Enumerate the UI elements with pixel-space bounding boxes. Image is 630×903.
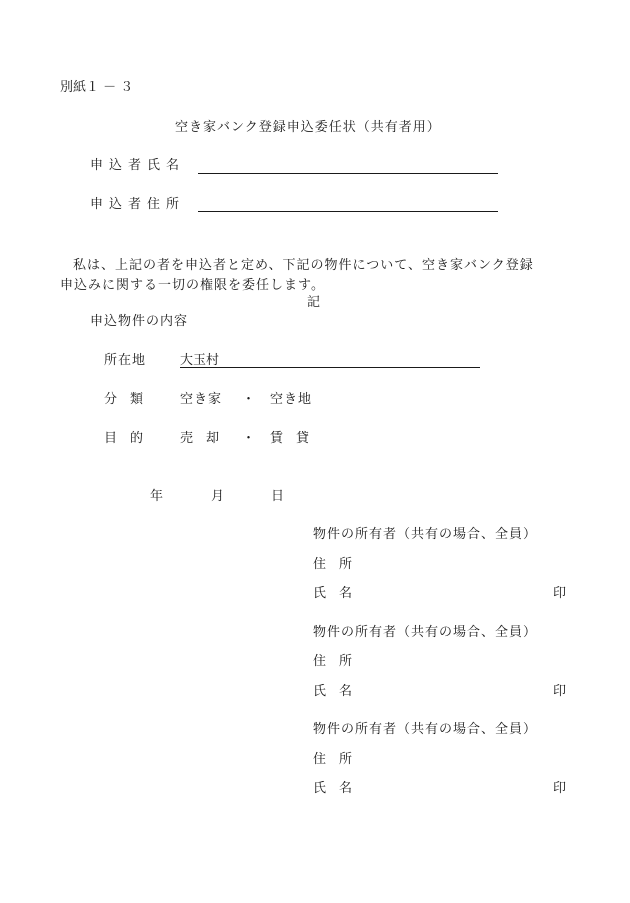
purpose-option-sale: 売 却: [180, 431, 220, 446]
date-year-label: 年: [150, 489, 164, 504]
owner-address-label: 住 所: [313, 557, 353, 572]
owner-name-label: 氏 名: [313, 781, 353, 796]
date-month-label: 月: [211, 489, 225, 504]
annex-label: 別紙１ － ３: [60, 80, 134, 95]
owner-heading: 物件の所有者（共有の場合、全員）: [313, 625, 538, 640]
purpose-option-lease: 賃 貸: [270, 431, 310, 446]
owner-seal-label: 印: [553, 684, 567, 699]
category-label: 分 類: [104, 392, 144, 407]
owner-name-label: 氏 名: [313, 586, 353, 601]
owner-address-label: 住 所: [313, 654, 353, 669]
owner-name-label: 氏 名: [313, 684, 353, 699]
statement-line-2: 申込みに関する一切の権限を委任します。: [60, 278, 325, 293]
owner-heading: 物件の所有者（共有の場合、全員）: [313, 722, 538, 737]
owner-address-label: 住 所: [313, 752, 353, 767]
applicant-name-line: [198, 173, 498, 174]
document-title: 空き家バンク登録申込委任状（共有者用）: [175, 120, 441, 135]
applicant-address-line: [198, 211, 498, 212]
owner-heading: 物件の所有者（共有の場合、全員）: [313, 527, 538, 542]
purpose-separator: ・: [242, 431, 256, 446]
purpose-label: 目 的: [104, 431, 144, 446]
location-label: 所在地: [104, 353, 147, 368]
applicant-name-label: 申込者氏名: [90, 158, 186, 173]
category-option-vacant-land: 空き地: [270, 392, 313, 407]
owner-seal-label: 印: [553, 586, 567, 601]
category-option-vacant-house: 空き家: [180, 392, 223, 407]
category-separator: ・: [242, 392, 256, 407]
owner-seal-label: 印: [553, 781, 567, 796]
property-section-title: 申込物件の内容: [90, 314, 189, 329]
delegation-statement: [60, 256, 572, 296]
date-day-label: 日: [271, 489, 285, 504]
location-value: 大玉村: [180, 353, 220, 368]
ki-label: 記: [307, 295, 321, 310]
location-line: [180, 367, 480, 368]
applicant-address-label: 申込者住所: [90, 197, 186, 212]
statement-line-1: 私は、上記の者を申込者と定め、下記の物件について、空き家バンク登録: [73, 258, 534, 273]
